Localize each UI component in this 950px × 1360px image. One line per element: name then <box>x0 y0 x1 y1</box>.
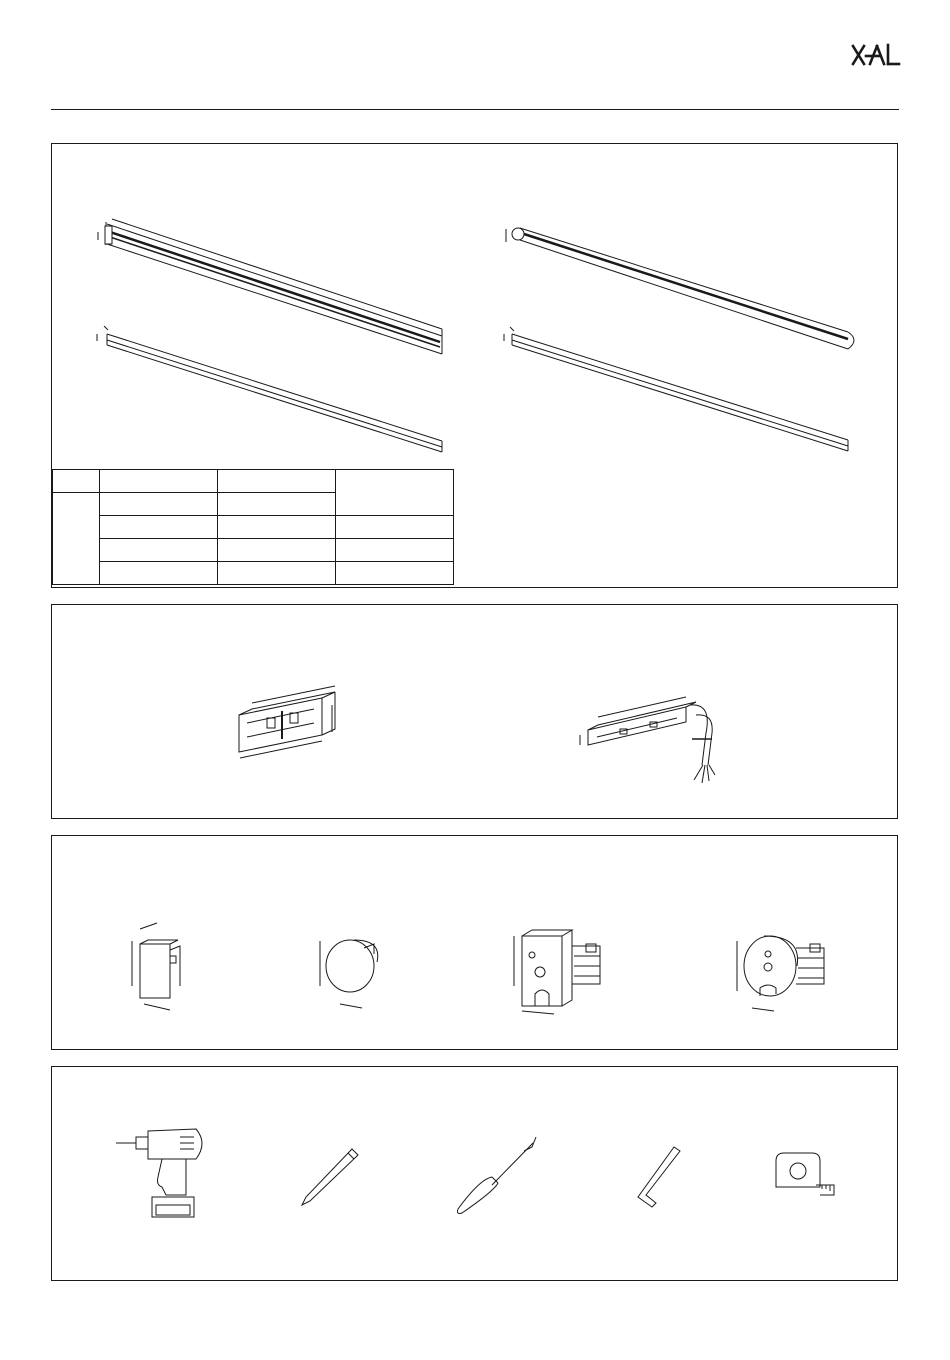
table-cell <box>336 516 454 539</box>
pencil-icon <box>302 1149 358 1205</box>
table-cell <box>336 562 454 585</box>
table-row <box>53 539 454 562</box>
table-cell <box>218 493 336 516</box>
allen-key-icon <box>638 1147 680 1207</box>
track-profile-round-recessed-icon <box>504 327 848 451</box>
track-profile-square-recessed-icon <box>97 326 442 452</box>
end-feed-square-icon <box>514 930 600 1014</box>
tools-panel <box>51 1066 898 1281</box>
xal-logo <box>850 42 902 68</box>
table-cell <box>218 516 336 539</box>
straight-connector-icon <box>239 686 335 758</box>
table-cell <box>336 470 454 516</box>
table-row <box>53 516 454 539</box>
table-cell <box>100 562 218 585</box>
end-cap-round-icon <box>320 940 378 1008</box>
tools-art <box>52 1067 897 1280</box>
table-cell <box>100 493 218 516</box>
table-row <box>53 562 454 585</box>
endcaps-art <box>52 836 897 1049</box>
dimension-table <box>52 469 454 585</box>
end-cap-square-icon <box>132 923 180 1010</box>
end-feed-round-icon <box>737 936 824 1011</box>
table-cell <box>100 470 218 493</box>
endcaps-panel <box>51 835 898 1050</box>
table-cell <box>53 493 100 585</box>
connectors-art <box>52 605 897 818</box>
table-cell <box>218 539 336 562</box>
table-cell <box>218 562 336 585</box>
drill-icon <box>116 1129 202 1217</box>
table-row <box>53 470 454 493</box>
profiles-panel <box>51 143 898 588</box>
track-profile-square-surface-icon <box>98 219 442 354</box>
header-rule <box>51 109 899 110</box>
power-feed-with-cable-icon <box>580 697 715 783</box>
table-cell <box>336 539 454 562</box>
tape-measure-icon <box>776 1153 834 1195</box>
table-cell <box>100 516 218 539</box>
track-profile-round-surface-icon <box>506 228 854 349</box>
table-cell <box>218 470 336 493</box>
screwdriver-icon <box>458 1137 537 1214</box>
connectors-panel <box>51 604 898 819</box>
table-cell <box>100 539 218 562</box>
table-cell <box>53 470 100 493</box>
